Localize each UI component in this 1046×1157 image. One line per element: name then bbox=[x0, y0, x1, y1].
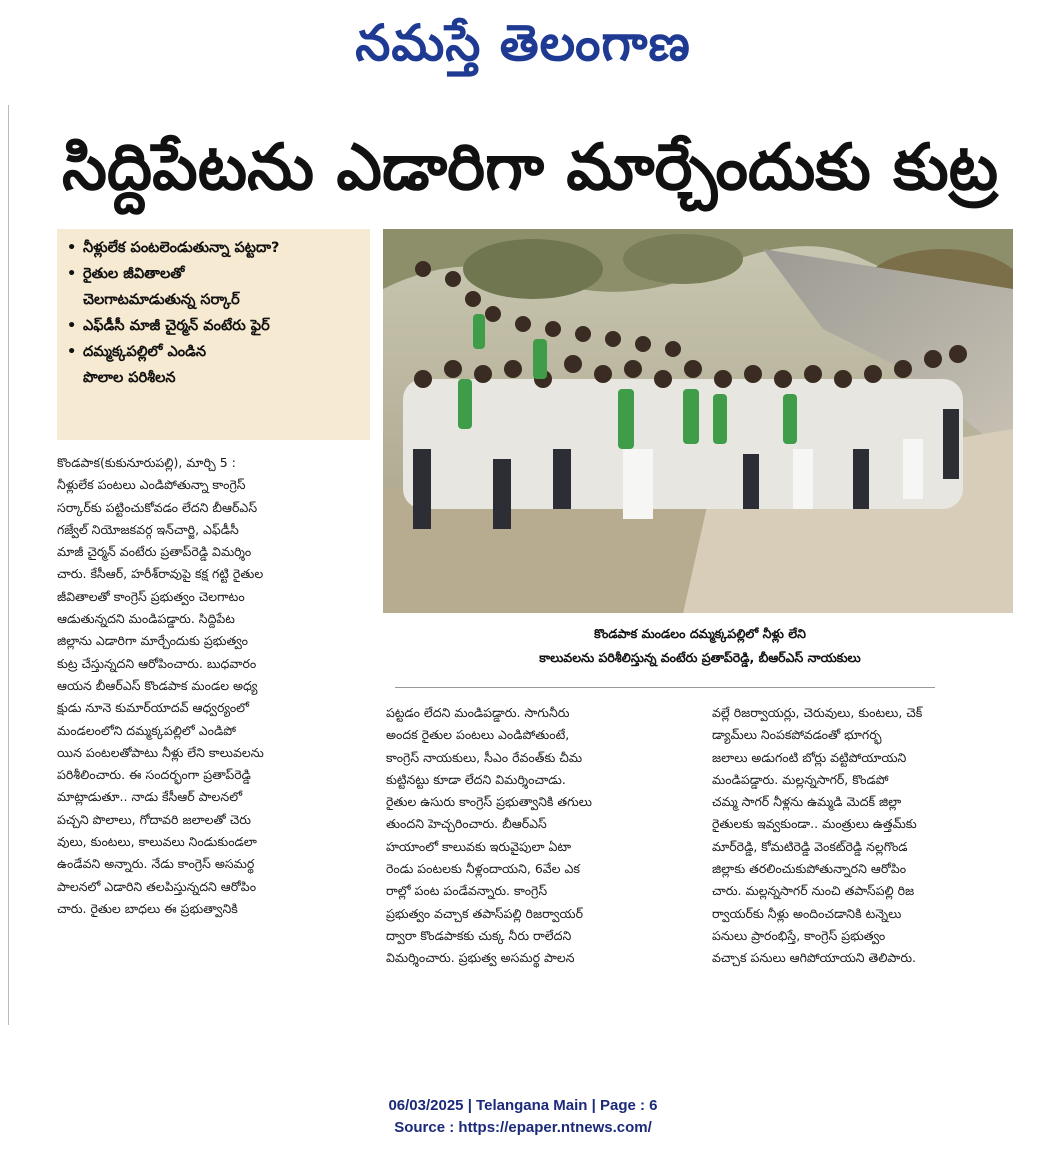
article-column-1 bbox=[57, 452, 370, 920]
article-line: ద్వారా కొండపాకకు చుక్క నీరు రాలేదని bbox=[386, 927, 572, 943]
highlight-line: • నీళ్లులేక పంటలెండుతున్నా పట్టదా? bbox=[83, 240, 280, 256]
article-line: ఆయన బీఆర్‌ఎస్ కొండపాక మండల అధ్య bbox=[57, 677, 258, 693]
article-line: మండిపడ్డారు. మల్లన్నసాగర్, కొండపో bbox=[712, 771, 889, 787]
page-footer bbox=[0, 1095, 1046, 1139]
footer-date-line: 06/03/2025 | Telangana Main | Page : 6 bbox=[388, 1097, 658, 1114]
article-line: గజ్వేల్ నియోజకవర్గ ఇన్‌చార్జి, ఎఫ్‌డీసీ bbox=[57, 521, 239, 537]
article-line: మండలంలోని దమ్మక్కపల్లిలో ఎండిపో bbox=[57, 722, 236, 738]
news-photo bbox=[383, 229, 1013, 613]
article-line: సర్కార్‌కు పట్టించుకోవడం లేదని బీఆర్‌ఎస్ bbox=[57, 499, 258, 515]
article-line: కుట్టినట్టు కూడా లేదని విమర్శించాడు. bbox=[386, 771, 566, 787]
article-line: డ్యామ్‌లు నింపకపోవడంతో భూగర్భ bbox=[712, 727, 882, 743]
article-line: వులు, కుంటలు, కాలువలు నిండుకుండలా bbox=[57, 834, 257, 850]
article-line: జీవితాలతో కాంగ్రెస్ ప్రభుత్వం చెలగాటం bbox=[57, 588, 245, 604]
article-line: పచ్చని పొలాలు, గోదావరి జలాలతో చెరు bbox=[57, 811, 251, 827]
article-line: చారు. మల్లన్నసాగర్ నుంచి తపాస్‌పల్లి రిజ bbox=[712, 883, 915, 899]
caption-divider bbox=[395, 687, 935, 688]
article-line: ర్వాయర్‌కు నీళ్లు అందించడానికి టన్నెలు bbox=[712, 905, 902, 921]
article-line: పరిశీలించారు. ఈ సందర్భంగా ప్రతాప్‌రెడ్డి bbox=[57, 767, 251, 783]
highlight-line: • దమ్మక్కపల్లిలో ఎండిన bbox=[83, 344, 207, 360]
article-line: విమర్శించారు. ప్రభుత్వ అసమర్థ పాలన bbox=[386, 950, 575, 966]
article-line: రెండు పంటలకు నీళ్లందాయని, 6వేల ఎక bbox=[386, 861, 580, 877]
article-column-2 bbox=[386, 702, 686, 970]
article-line: వచ్చాక పనులు ఆగిపోయాయని తెలిపారు. bbox=[712, 950, 917, 966]
article-line: మాట్లాడుతూ.. నాడు కేసీఆర్ పాలనలో bbox=[57, 789, 243, 805]
highlight-line: చెలగాటమాడుతున్న సర్కార్ bbox=[83, 292, 240, 308]
article-line: పాలనలో ఎడారిని తలపిస్తున్నదని ఆరోపిం bbox=[57, 878, 257, 894]
article-line: ప్రభుత్వం వచ్చాక తపాస్‌పల్లి రిజర్వాయర్ bbox=[386, 905, 584, 921]
article-line: కుట్ర చేస్తున్నదని ఆరోపించారు. బుధవారం bbox=[57, 655, 257, 671]
article-line: రైతుల ఉసురు కాంగ్రెస్ ప్రభుత్వానికి తగులు bbox=[386, 794, 592, 810]
article-line: మార్‌రెడ్డి, కోమటిరెడ్డి వెంకట్‌రెడ్డి నల్లగొండ bbox=[712, 838, 908, 854]
article-line: జిల్లాను ఎడారిగా మార్చేందుకు ప్రభుత్వం bbox=[57, 633, 248, 649]
article-line: చమ్మ సాగర్ నీళ్లను ఉమ్మడి మెదక్ జిల్లా bbox=[712, 794, 902, 810]
caption-line: కొండపాక మండలం దమ్మక్కపల్లిలో నీళ్లు లేని bbox=[594, 626, 806, 641]
highlight-line: పొలాల పరిశీలన bbox=[83, 370, 176, 386]
article-line: ఉండేవని అన్నారు. నేడు కాంగ్రెస్ అసమర్థ bbox=[57, 856, 255, 872]
article-line: యిన పంటలతోపాటు నీళ్లు లేని కాలువలను bbox=[57, 744, 264, 760]
footer-source-line: Source : https://epaper.ntnews.com/ bbox=[394, 1119, 652, 1136]
headline: సిద్దిపేటను ఎడారిగా మార్చేందుకు కుట్ర bbox=[61, 131, 999, 205]
article-line: అందక రైతుల పంటలు ఎండిపోతుంటే, bbox=[386, 727, 570, 743]
article-line: పట్టడం లేదని మండిపడ్డారు. సాగునీరు bbox=[386, 705, 570, 720]
highlight-item bbox=[67, 339, 362, 391]
article-line: జలాలు అడుగంటి బోర్లు వట్టిపోయాయని bbox=[712, 749, 907, 765]
article-line: తుందని హెచ్చరించారు. బీఆర్‌ఎస్ bbox=[386, 816, 547, 832]
article-line: ఆడుతున్నదని మండిపడ్డారు. సిద్దిపేట bbox=[57, 611, 235, 627]
caption-line: కాలువలను పరిశీలిస్తున్న వంటేరు ప్రతాప్‌రెడ్డి, బీఆర్‌ఎస్ నాయకులు bbox=[539, 650, 861, 665]
article-line: క్షుడు నూనె కుమార్‌యాదవ్ ఆధ్వర్యంలో bbox=[57, 700, 250, 716]
highlight-line: • రైతుల జీవితాలతో bbox=[83, 266, 185, 282]
highlight-item bbox=[67, 261, 362, 313]
article-line: రాల్లో పంట పండేవన్నారు. కాంగ్రెస్ bbox=[386, 883, 548, 899]
article-line: నీళ్లులేక పంటలు ఎండిపోతున్నా కాంగ్రెస్ bbox=[57, 477, 246, 493]
group-photo-illustration bbox=[383, 229, 1013, 613]
article-line: మాజీ చైర్మన్ వంటేరు ప్రతాప్‌రెడ్డి విమర్శిం bbox=[57, 544, 252, 560]
article-line: కొండపాక(కుకునూరుపల్లి), మార్చి 5 : bbox=[57, 455, 236, 470]
column-divider bbox=[8, 105, 9, 1025]
article-line: పనులు ప్రారంభిస్తే, కాంగ్రెస్ ప్రభుత్వం bbox=[712, 927, 886, 943]
highlights-box bbox=[57, 229, 370, 440]
highlight-line: • ఎఫ్‌డీసీ మాజీ చైర్మన్ వంటేరు ఫైర్ bbox=[83, 318, 270, 334]
photo-caption bbox=[430, 622, 970, 670]
article-line: చారు. రైతుల బాధలు ఈ ప్రభుత్వానికి bbox=[57, 900, 238, 916]
article-line: కాంగ్రెస్ నాయకులు, సీఎం రేవంత్‌కు చీమ bbox=[386, 749, 583, 765]
article-line: చారు. కేసీఆర్, హరీశ్‌రావుపై కక్ష గట్టి రైతుల bbox=[57, 566, 264, 582]
article-line: హయాంలో కాలువకు ఇరువైపులా ఏటా bbox=[386, 838, 572, 854]
highlight-item bbox=[67, 313, 362, 339]
masthead-logo: నమస్తే తెలంగాణ bbox=[355, 14, 691, 72]
article-column-3 bbox=[712, 702, 1014, 970]
article-line: జిల్లాకు తరలించుకుపోతున్నారని ఆరోపిం bbox=[712, 861, 907, 877]
highlight-item bbox=[67, 235, 362, 261]
article-line: రైతులకు ఇవ్వకుండా.. మంత్రులు ఉత్తమ్‌కు bbox=[712, 816, 917, 832]
article-line: వల్లే రిజర్వాయర్లు, చెరువులు, కుంటలు, చెక్ bbox=[712, 705, 923, 720]
